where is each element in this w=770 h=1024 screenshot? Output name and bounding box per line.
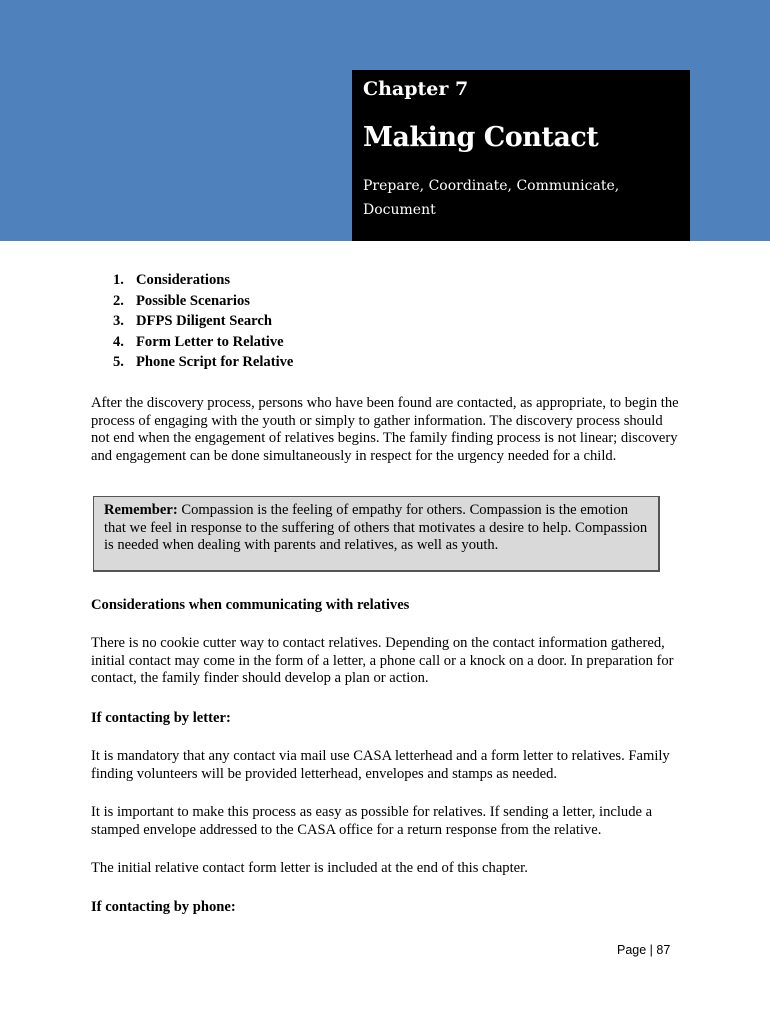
considerations-paragraph: There is no cookie cutter way to contact relatives. Depending on the contact information gathered, initial contact may come in the form of a letter, a phone call or a knock on a door. In preparation for contact, the family finder should develop a plan or action.	[91, 635, 674, 687]
letter-heading: If contacting by letter:	[91, 710, 231, 726]
letter-paragraph-3: The initial relative contact form letter is included at the end of this chapter.	[91, 860, 528, 876]
callout-text: Compassion is the feeling of empathy for others. Compassion is the emotion that we feel in response to the suffering of others that motivates a desire to help. Compassion is needed when dealing with parents and relatives, as well as youth.	[104, 502, 648, 554]
list-item	[113, 270, 293, 291]
list-number: 1.	[113, 272, 124, 288]
page-number: Page | 87	[617, 943, 671, 957]
considerations-heading: Considerations when communicating with relatives	[91, 597, 410, 613]
letter-paragraph-2: It is important to make this process as easy as possible for relatives. If sending a letter, include a stamped envelope addressed to the CASA office for a return response from the relative.	[91, 804, 653, 838]
list-item	[113, 332, 293, 353]
chapter-contents-list	[113, 270, 293, 373]
letter-paragraph-1: It is mandatory that any contact via mail use CASA letterhead and a form letter to relatives. Family finding volunteers will be provided letterhead, envelopes and stamps as needed.	[91, 748, 670, 782]
list-number: 4.	[113, 333, 124, 350]
list-label: Possible Scenarios	[136, 292, 250, 309]
list-label: Considerations	[136, 272, 231, 288]
list-item	[113, 291, 293, 312]
intro-paragraph: After the discovery process, persons who have been found are contacted, as appropriate, to begin the process of engaging with the youth or simply to gather information. The discovery process should not end when the engagement of relatives begins. The family finding process is not linear; discovery and engagement can be done simultaneously in respect for the urgency needed for a child.	[91, 395, 679, 464]
list-number: 3.	[113, 313, 124, 329]
remember-callout	[93, 496, 660, 572]
phone-heading: If contacting by phone:	[91, 899, 236, 915]
list-item	[113, 311, 293, 332]
list-label: Phone Script for Relative	[136, 354, 294, 370]
list-item	[113, 352, 293, 373]
list-number: 5.	[113, 354, 124, 370]
callout-label: Remember:	[104, 502, 178, 518]
chapter-title: Making Contact	[363, 122, 599, 153]
chapter-subtitle: Prepare, Coordinate, Communicate, Document	[363, 178, 620, 218]
chapter-title-box	[352, 70, 690, 241]
list-label: DFPS Diligent Search	[136, 313, 272, 329]
chapter-number: Chapter 7	[363, 78, 469, 100]
list-number: 2.	[113, 292, 124, 309]
list-label: Form Letter to Relative	[136, 333, 284, 350]
